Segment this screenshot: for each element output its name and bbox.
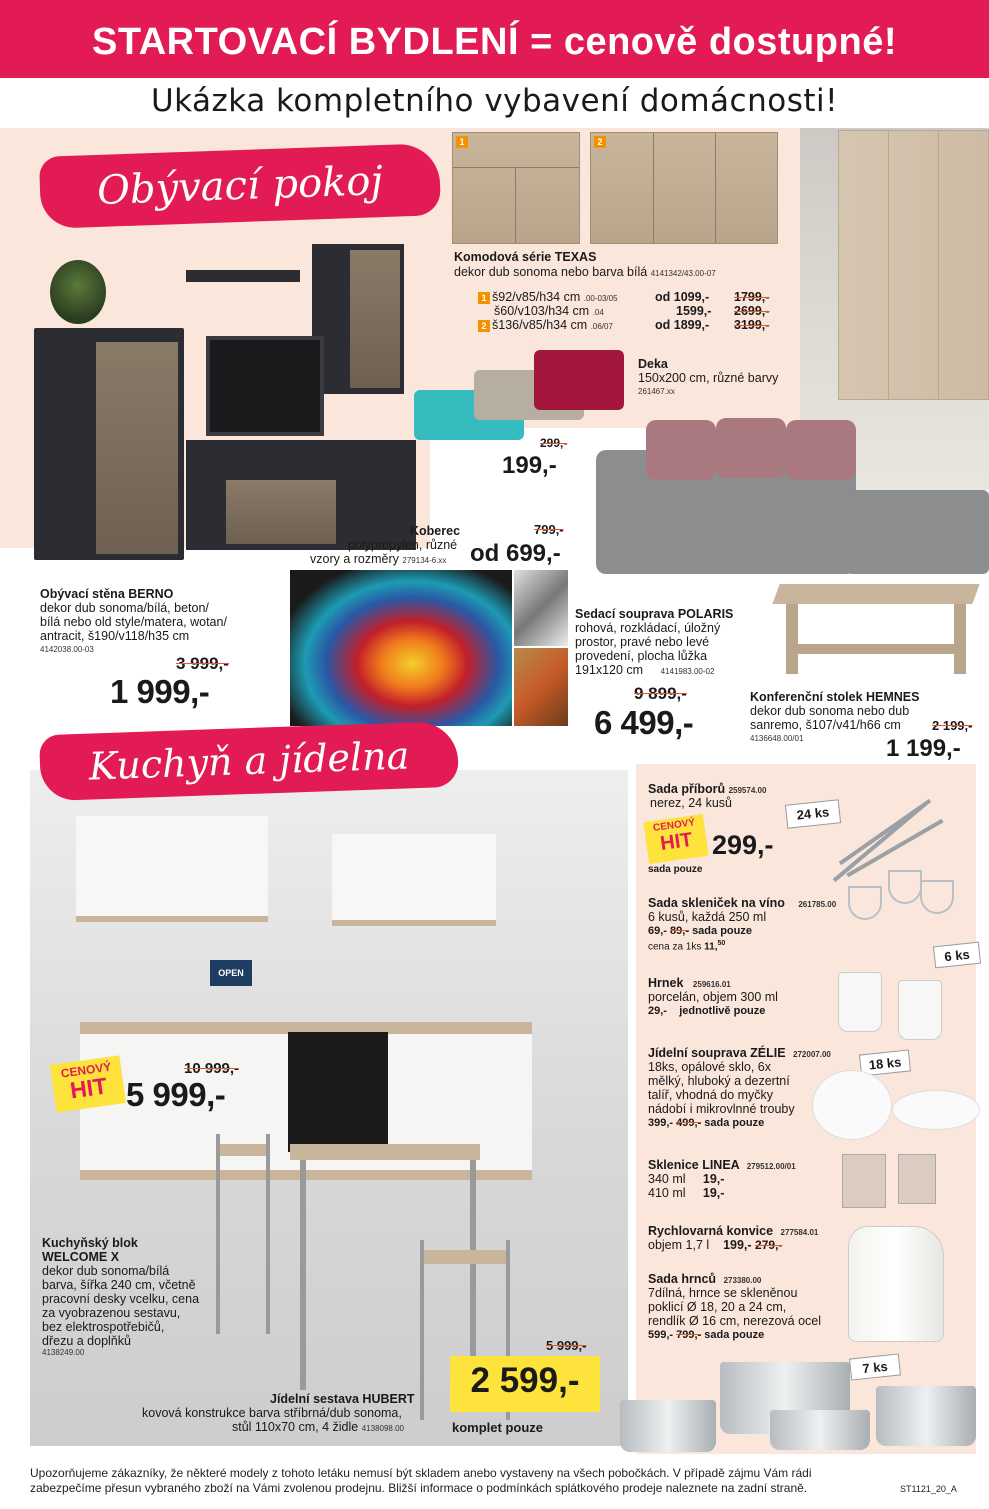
- koberec-price: od 699,-: [470, 540, 561, 567]
- hemnes-desc-2: sanremo, š107/v41/h66 cm: [750, 718, 901, 732]
- sklenicky-title: [648, 896, 836, 910]
- berno-price: 1 999,-: [110, 673, 210, 710]
- rug-image-2: [514, 570, 568, 646]
- zelie-desc-2: mělký, hluboký a dezertní: [648, 1074, 790, 1088]
- pribory-code: 259574.00: [728, 786, 767, 795]
- cenovy-hit-badge-pribory: [643, 814, 708, 864]
- pribory-tag: 24 ks: [785, 799, 841, 829]
- texas-desc: [454, 265, 716, 281]
- koberec-desc-2: [310, 552, 446, 568]
- hrncu-desc-1: 7dílná, hrnce se skleněnou: [648, 1286, 798, 1300]
- coffee-table-image: [776, 584, 976, 684]
- koberec-desc-2-text: vzory a rozměry: [310, 552, 399, 566]
- texas-row-3-badge: 2: [478, 320, 490, 332]
- chair-left: [216, 1134, 270, 1334]
- hrncu-note: sada pouze: [704, 1329, 765, 1341]
- kitchen-desc-6: dřezu a doplňků: [42, 1334, 131, 1348]
- sklenicky-note: sada pouze: [692, 925, 752, 937]
- linea-row-1: [648, 1172, 724, 1186]
- cenovy-hit-pribory-line2: HIT: [658, 828, 694, 856]
- footer-disclaimer: [30, 1466, 930, 1496]
- hrncu-price-line: [648, 1328, 764, 1342]
- sklenicky-unit-line: [648, 937, 725, 954]
- hrncu-old-price: 799,-: [676, 1329, 702, 1341]
- kitchen-price: 5 999,-: [126, 1076, 226, 1113]
- dresser-1-image: [452, 132, 580, 244]
- hubert-price: 2 599,-: [450, 1356, 600, 1412]
- polaris-title: Sedací souprava POLARIS: [575, 607, 734, 621]
- cenovy-hit-pribory-line1: CENOVÝ: [652, 817, 696, 835]
- konvice-title-text: Rychlovarná konvice: [648, 1224, 774, 1238]
- hrnek-title-text: Hrnek: [648, 976, 684, 990]
- wall-shelf-image: [186, 270, 300, 282]
- pribory-price: 299,-: [712, 830, 774, 860]
- hemnes-desc-1: dekor dub sonoma nebo dub: [750, 704, 910, 718]
- blankets-image: [414, 350, 624, 450]
- konvice-desc: objem 1,7 l: [648, 1238, 710, 1252]
- polaris-price: 6 499,-: [594, 704, 694, 741]
- linea-row-2: [648, 1186, 724, 1200]
- plant-image: [50, 260, 106, 324]
- zelie-title-text: Jídelní souprava ZÉLIE: [648, 1046, 786, 1060]
- section-title-living: Obývací pokoj: [39, 143, 441, 229]
- polaris-desc-4-text: 191x120 cm: [575, 663, 644, 677]
- table-leg-left: [300, 1160, 306, 1390]
- upper-cabinet-left: [76, 816, 268, 922]
- pribory-note: sada pouze: [648, 864, 703, 875]
- hemnes-price: 1 199,-: [886, 735, 961, 762]
- pribory-title-text: Sada příborů: [648, 782, 726, 796]
- hrnek-price: 29,-: [648, 1005, 667, 1017]
- texas-row-2-code: .04: [592, 308, 604, 317]
- kitchen-desc-4: za vyobrazenou sestavu,: [42, 1306, 181, 1320]
- berno-wall-cabinet-image: [312, 244, 404, 394]
- linea-row-2-vol: 410 ml: [648, 1186, 686, 1200]
- koberec-old-price: 799,-: [534, 522, 564, 537]
- hrncu-code: 273380.00: [723, 1276, 762, 1285]
- texas-row-1-code: .00-03/05: [583, 294, 618, 303]
- koberec-desc-1: polypropylen, různé: [348, 538, 458, 552]
- texas-row-1-old: 1799,-: [734, 290, 770, 304]
- texas-code: 4141342/43.00-07: [650, 269, 716, 278]
- linea-title-text: Sklenice LINEA: [648, 1158, 740, 1172]
- berno-code: 4142038.00-03: [40, 645, 94, 654]
- section-title-kitchen: Kuchyň a jídelna: [39, 721, 459, 802]
- sklenicky-price-line: [648, 924, 752, 938]
- hubert-desc-2-text: stůl 110x70 cm, 4 židle: [232, 1420, 359, 1434]
- badge-1: 1: [456, 136, 468, 148]
- pribory-title: [648, 782, 766, 796]
- kitchen-old-price: 10 999,-: [184, 1060, 240, 1077]
- cenovy-hit-kitchen-line2: HIT: [68, 1072, 109, 1104]
- konvice-price-line: [648, 1238, 782, 1252]
- open-sign: OPEN: [210, 960, 252, 986]
- deka-old-price: 299,-: [540, 436, 568, 450]
- linea-code: 279512.00/01: [746, 1162, 796, 1171]
- konvice-old-price: 279,-: [755, 1238, 783, 1252]
- upper-cabinet-right: [332, 834, 496, 926]
- zelie-desc-1: 18ks, opálové sklo, 6x: [648, 1060, 771, 1074]
- polaris-desc-1: rohová, rozkládací, úložný: [575, 621, 721, 635]
- pots-image: [620, 1354, 982, 1454]
- texas-row-1-dims: š92/v85/h34 cm: [492, 290, 581, 304]
- zelie-old-price: 499,-: [676, 1117, 702, 1129]
- polaris-desc-3: provedení, plocha lůžka: [575, 649, 708, 663]
- top-banner: STARTOVACÍ BYDLENÍ = cenově dostupné!: [0, 0, 989, 78]
- polaris-old-price: 9 899,-: [634, 684, 687, 703]
- sklenicky-tag: 6 ks: [933, 942, 981, 969]
- zelie-price: 399,-: [648, 1117, 674, 1129]
- cenovy-hit-badge-kitchen: [50, 1055, 126, 1112]
- kettle-image: [848, 1226, 944, 1342]
- deka-price: 199,-: [502, 452, 557, 479]
- hrnek-title: [648, 976, 731, 990]
- footer-line-2: zabezpečíme přesun vybraného zboží na Vámi zvolenou prodejnu. Bližší informace o podmínkách splátkového prodeje naleznete na zadní straně.: [30, 1481, 808, 1495]
- hrnek-code: 259616.01: [692, 980, 731, 989]
- sklenicky-price: 69,-: [648, 925, 667, 937]
- hrncu-desc-3: rendlík Ø 16 cm, nerezová ocel: [648, 1314, 821, 1328]
- kitchen-title-1: Kuchyňský blok: [42, 1236, 138, 1250]
- hubert-desc-1: kovová konstrukce barva stříbrná/dub sonoma,: [142, 1406, 402, 1420]
- dresser-2-image: [590, 132, 778, 244]
- tumbler-image-1: [842, 1154, 886, 1208]
- berno-desc-2: bílá nebo old style/matera, wotan/: [40, 615, 227, 629]
- hrncu-title: [648, 1272, 761, 1286]
- konvice-code: 277584.01: [780, 1228, 819, 1237]
- hrncu-price: 599,-: [648, 1329, 674, 1341]
- footer-line-1: Upozorňujeme zákazníky, že některé modely z tohoto letáku nemusí být skladem anebo vystaveny na všech pobočkách. V případě zájmu Vám rádi: [30, 1466, 812, 1480]
- rug-image-main: [290, 570, 512, 726]
- konvice-title: [648, 1224, 818, 1238]
- hrnek-note: jednotlivě pouze: [679, 1005, 766, 1017]
- hubert-old-price: 5 999,-: [546, 1338, 587, 1353]
- linea-row-1-price: 19,-: [702, 1172, 725, 1186]
- sklenicky-desc: 6 kusů, každá 250 ml: [648, 910, 767, 924]
- hemnes-title: Konferenční stolek HEMNES: [750, 690, 920, 704]
- hemnes-code: 4136648.00/01: [750, 734, 804, 743]
- deka-title: Deka: [638, 357, 668, 371]
- linea-row-1-vol: 340 ml: [648, 1172, 686, 1186]
- wine-glasses-image: [848, 870, 958, 956]
- zelie-title: [648, 1046, 831, 1060]
- oven: [288, 1032, 388, 1152]
- plates-image: [812, 1070, 980, 1144]
- texas-desc-text: dekor dub sonoma nebo barva bílá: [454, 265, 648, 279]
- hrncu-tag: 7 ks: [849, 1353, 901, 1380]
- kitchen-desc-2: barva, šířka 240 cm, včetně: [42, 1278, 196, 1292]
- texas-row-1-badge: 1: [478, 292, 490, 304]
- texas-row-2-old: 2699,-: [734, 304, 770, 318]
- hemnes-old-price: 2 199,-: [932, 718, 973, 733]
- zelie-tag: 18 ks: [859, 1049, 911, 1076]
- kitchen-title-2: WELCOME X: [42, 1250, 120, 1264]
- polaris-code: 4141983.00-02: [660, 667, 715, 676]
- kitchen-desc-1: dekor dub sonoma/bílá: [42, 1264, 170, 1278]
- konvice-price: 199,-: [723, 1238, 752, 1252]
- linea-title: [648, 1158, 796, 1172]
- zelie-desc-3: talíř, vhodná do myčky: [648, 1088, 774, 1102]
- dining-table-top: [290, 1144, 480, 1160]
- hubert-code: 4138098.00: [361, 1424, 404, 1433]
- texas-title: Komodová série TEXAS: [454, 250, 597, 264]
- cenovy-hit-kitchen-line1: CENOVÝ: [59, 1059, 113, 1081]
- berno-desc-1: dekor dub sonoma/bílá, beton/: [40, 601, 209, 615]
- pribory-desc: nerez, 24 kusů: [650, 796, 732, 810]
- kitchen-code: 4138249.00: [42, 1348, 85, 1357]
- cutlery-image: [810, 790, 950, 870]
- wardrobe-image: [838, 130, 989, 400]
- kitchen-block-text: [42, 1236, 222, 1406]
- zelie-desc-4: nádobí i mikrovlnné trouby: [648, 1102, 795, 1116]
- zelie-code: 272007.00: [793, 1050, 831, 1059]
- subheadline: Ukázka kompletního vybavení domácnosti!: [0, 78, 989, 128]
- hubert-title: Jídelní sestava HUBERT: [270, 1392, 415, 1406]
- zelie-price-line: [648, 1116, 764, 1130]
- kitchen-desc-3: pracovní desky vcelku, cena: [42, 1292, 200, 1306]
- sklenicky-title-text: Sada skleniček na víno: [648, 896, 785, 910]
- sklenicky-code: 261785.00: [798, 900, 837, 909]
- sklenicky-old-price: 89,-: [670, 925, 689, 937]
- zelie-note: sada pouze: [704, 1117, 765, 1129]
- deka-code: 261467.xx: [638, 387, 675, 396]
- tv-stand-image: [186, 440, 416, 550]
- berno-cabinet-image: [34, 328, 184, 560]
- koberec-code: 279134-6.xx: [402, 556, 447, 565]
- texas-row-2-dims: š60/v103/h34 cm: [494, 304, 590, 318]
- polaris-desc-2: prostor, pravé nebo levé: [575, 635, 710, 649]
- sklenicky-unit-price: 11,: [704, 941, 718, 953]
- hrncu-desc-2: poklicí Ø 18, 20 a 24 cm,: [648, 1300, 787, 1314]
- badge-2: 2: [594, 136, 606, 148]
- hrnek-desc: porcelán, objem 300 ml: [648, 990, 778, 1004]
- koberec-title: Koberec: [410, 524, 461, 538]
- rug-image-3: [514, 648, 568, 726]
- hubert-desc-2: [232, 1420, 404, 1436]
- texas-row-3-dims: š136/v85/h34 cm: [492, 318, 588, 332]
- linea-row-2-price: 19,-: [702, 1186, 725, 1200]
- kitchen-desc-5: bez elektrospotřebičů,: [42, 1320, 165, 1334]
- berno-title: Obývací stěna BERNO: [40, 587, 174, 601]
- sklenicky-unit-label: cena za 1ks: [648, 941, 702, 953]
- hrncu-title-text: Sada hrnců: [648, 1272, 717, 1286]
- sklenicky-unit-cents: 50: [717, 940, 726, 947]
- texas-row-1-price: od 1099,-: [655, 290, 710, 304]
- page-code: ST1121_20_A: [900, 1484, 957, 1494]
- hrnek-price-line: [648, 1004, 765, 1018]
- mug-image-2: [898, 980, 942, 1040]
- berno-old-price: 3 999,-: [176, 654, 229, 673]
- hubert-note: komplet pouze: [452, 1420, 544, 1435]
- texas-row-3-price: od 1899,-: [655, 318, 710, 332]
- sofa-image: [596, 440, 989, 580]
- tv-image: [206, 336, 324, 436]
- texas-row-3-old: 3199,-: [734, 318, 770, 332]
- polaris-desc-4: [575, 663, 714, 679]
- texas-row-3-code: .06/07: [590, 322, 613, 331]
- mug-image-1: [838, 972, 882, 1032]
- tumbler-image-2: [898, 1154, 936, 1204]
- texas-row-2-price: 1599,-: [676, 304, 712, 318]
- deka-desc: 150x200 cm, různé barvy: [638, 371, 779, 385]
- texas-row-3: [478, 318, 778, 334]
- berno-desc-3: antracit, š190/v118/h35 cm: [40, 629, 190, 643]
